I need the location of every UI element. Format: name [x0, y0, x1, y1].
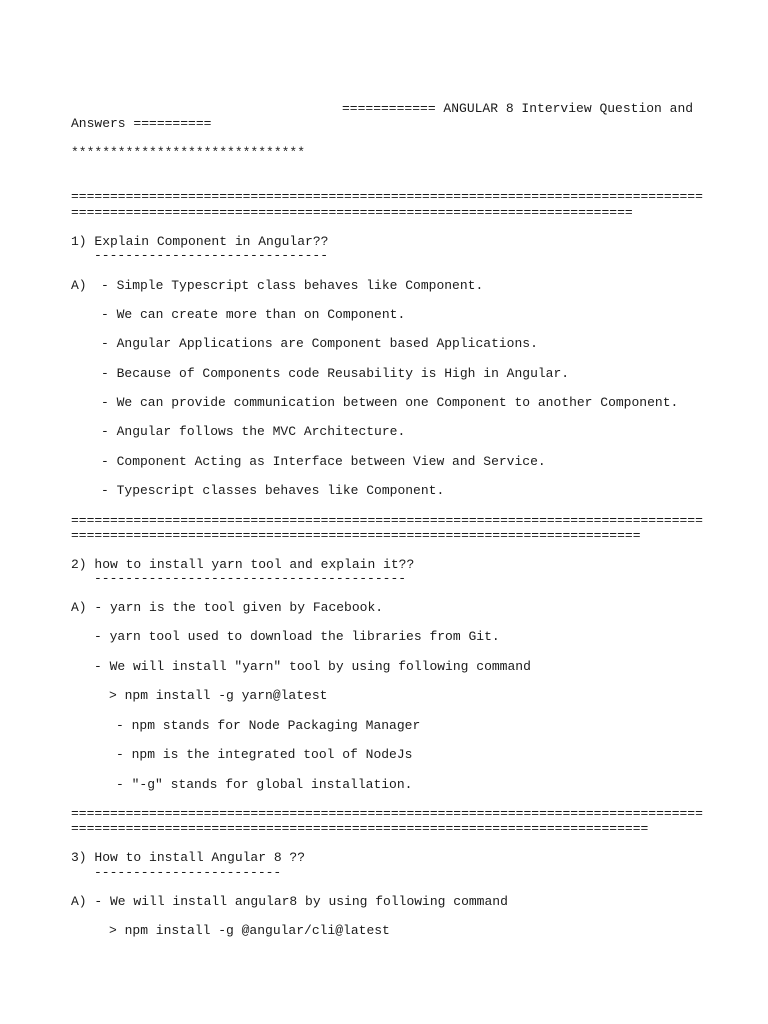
answer-1-point: - Angular Applications are Component based Applications.: [101, 336, 538, 351]
answer-1-point: - Angular follows the MVC Architecture.: [101, 424, 406, 439]
separator-long: =================================================================================: [71, 806, 703, 821]
answer-1-point: - We can provide communication between one Component to another Component.: [101, 395, 679, 410]
separator-short: =========================================================================: [71, 528, 641, 543]
command-line: > npm install -g @angular/cli@latest: [109, 923, 390, 938]
answer-1-point: - Component Acting as Interface between View and Service.: [101, 454, 546, 469]
question-3-heading: 3) How to install Angular 8 ??: [71, 850, 306, 865]
question-3-underline: ------------------------: [94, 865, 282, 880]
answer-1-point: - Because of Components code Reusability is High in Angular.: [101, 366, 570, 381]
separator-short: ========================================================================: [71, 205, 633, 220]
separator-short: ==========================================================================: [71, 821, 649, 836]
answer-2-point: - We will install "yarn" tool by using following command: [94, 659, 531, 674]
question-2-underline: ----------------------------------------: [94, 571, 407, 586]
question-1-heading: 1) Explain Component in Angular??: [71, 234, 329, 249]
answer-1-point: - Simple Typescript class behaves like Component.: [101, 278, 484, 293]
answer-2-subpoint: - "-g" stands for global installation.: [116, 777, 413, 792]
answer-3-point: A) - We will install angular8 by using following command: [71, 894, 508, 909]
command-line: > npm install -g yarn@latest: [109, 688, 328, 703]
separator-long: =================================================================================: [71, 513, 703, 528]
document-title-line-2: Answers ==========: [71, 116, 212, 131]
answer-2-point: A) - yarn is the tool given by Facebook.: [71, 600, 384, 615]
answer-2-point: - yarn tool used to download the libraries from Git.: [94, 629, 500, 644]
answer-1-point: - Typescript classes behaves like Component.: [101, 483, 445, 498]
question-1-underline: ------------------------------: [94, 248, 329, 263]
separator-long: =================================================================================: [71, 189, 703, 204]
question-2-heading: 2) how to install yarn tool and explain it??: [71, 557, 415, 572]
stars-divider: ******************************: [71, 145, 306, 160]
document-title-line-1: ============ ANGULAR 8 Interview Question and: [342, 101, 694, 116]
answer-2-subpoint: - npm is the integrated tool of NodeJs: [116, 747, 413, 762]
answer-1-point: - We can create more than on Component.: [101, 307, 406, 322]
answer-1-label: A): [71, 278, 87, 293]
answer-2-subpoint: - npm stands for Node Packaging Manager: [116, 718, 421, 733]
